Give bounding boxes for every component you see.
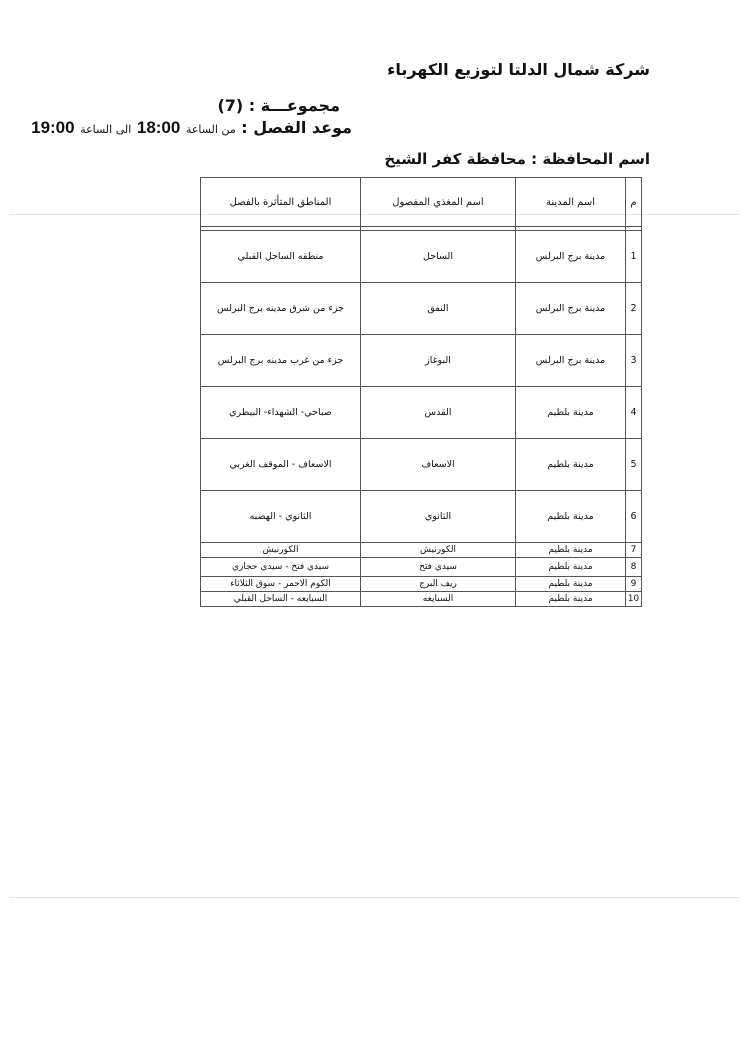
cell-feeder: البوغاز xyxy=(361,335,516,387)
cell-areas: الاسعاف - الموقف الغربي xyxy=(201,439,361,491)
header-city: اسم المدينة xyxy=(516,178,626,227)
header-areas: المناطق المتأثرة بالفصل xyxy=(201,178,361,227)
header-num: م xyxy=(626,178,642,227)
table-row xyxy=(201,283,642,335)
to-time: 19:00 xyxy=(31,118,75,137)
table-row xyxy=(201,592,642,607)
cell-feeder: الكورنيش xyxy=(361,543,516,558)
cell-city: مدينة بلطيم xyxy=(516,592,626,607)
cell-city: مدينة برج البرلس xyxy=(516,231,626,283)
table-row xyxy=(201,558,642,577)
company-name: شركة شمال الدلتا لتوزيع الكهرباء xyxy=(387,60,650,79)
cell-num: 7 xyxy=(626,543,642,558)
cell-feeder: النفق xyxy=(361,283,516,335)
table-row xyxy=(201,491,642,543)
cell-areas: صباحي- الشهداء- البيطري xyxy=(201,387,361,439)
cell-areas: الثانوي - الهضبه xyxy=(201,491,361,543)
cell-city: مدينة بلطيم xyxy=(516,543,626,558)
cell-feeder: السبايعه xyxy=(361,592,516,607)
cell-city: مدينة برج البرلس xyxy=(516,335,626,387)
to-label: الى الساعة xyxy=(80,123,132,136)
cell-areas: الكورنيش xyxy=(201,543,361,558)
table-row xyxy=(201,439,642,491)
table-row xyxy=(201,231,642,283)
cell-areas: السبايعه - الساحل القبلي xyxy=(201,592,361,607)
governorate-name: اسم المحافظة : محافظة كفر الشيخ xyxy=(384,150,650,168)
cell-city: مدينة بلطيم xyxy=(516,491,626,543)
table-row xyxy=(201,387,642,439)
table-row xyxy=(201,335,642,387)
cut-label: موعد الفصل : xyxy=(241,118,352,137)
cell-num: 10 xyxy=(626,592,642,607)
outage-table xyxy=(200,177,642,607)
cut-schedule xyxy=(31,118,352,138)
cell-num: 8 xyxy=(626,558,642,577)
cell-city: مدينة بلطيم xyxy=(516,439,626,491)
cell-city: مدينة برج البرلس xyxy=(516,283,626,335)
cell-feeder: الساحل xyxy=(361,231,516,283)
table-body xyxy=(201,227,642,607)
table-row xyxy=(201,543,642,558)
cell-feeder: سيدي فتح xyxy=(361,558,516,577)
table-header-row xyxy=(201,178,642,227)
cell-areas: الكوم الاحمر - سوق الثلاثاء xyxy=(201,577,361,592)
header-feeder: اسم المغذي المفصول xyxy=(361,178,516,227)
cell-city: مدينة بلطيم xyxy=(516,387,626,439)
cell-num: 4 xyxy=(626,387,642,439)
cell-areas: جزء من غرب مدينه برج البرلس xyxy=(201,335,361,387)
from-time: 18:00 xyxy=(136,118,181,137)
cell-num: 3 xyxy=(626,335,642,387)
scan-artifact-line xyxy=(10,897,740,898)
cell-areas: سيدي فتح - سيدي حجازي xyxy=(201,558,361,577)
cell-feeder: الاسعاف xyxy=(361,439,516,491)
cell-num: 6 xyxy=(626,491,642,543)
cell-feeder: ريف البرج xyxy=(361,577,516,592)
cell-num: 2 xyxy=(626,283,642,335)
cell-areas: جزء من شرق مدينه برج البرلس xyxy=(201,283,361,335)
group-number: مجموعـــة : (7) xyxy=(217,96,340,115)
cell-num: 5 xyxy=(626,439,642,491)
cell-city: مدينة بلطيم xyxy=(516,558,626,577)
cell-city: مدينة بلطيم xyxy=(516,577,626,592)
cell-areas: منطقه الساحل القبلي xyxy=(201,231,361,283)
cell-num: 9 xyxy=(626,577,642,592)
cell-feeder: القدس xyxy=(361,387,516,439)
cell-feeder: الثانوي xyxy=(361,491,516,543)
from-label: من الساعة xyxy=(185,123,236,136)
cell-num: 1 xyxy=(626,231,642,283)
table-row xyxy=(201,577,642,592)
